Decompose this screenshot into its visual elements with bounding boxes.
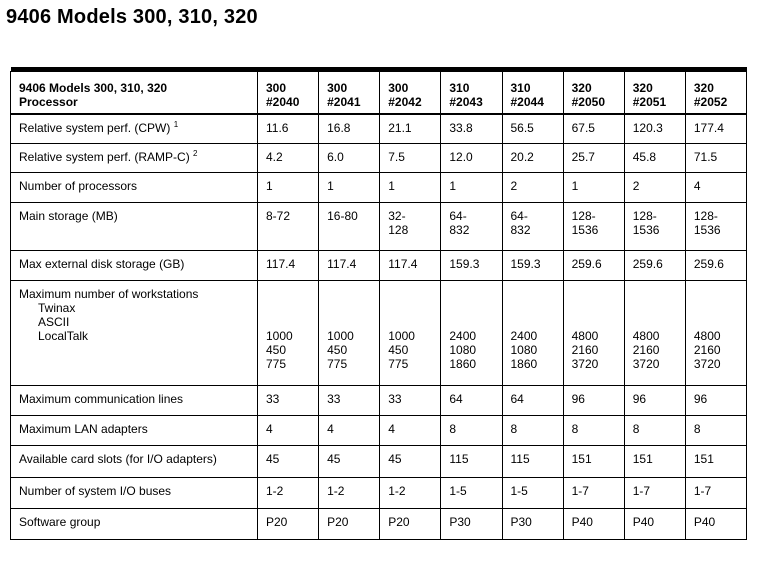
column-header: 310 #2043 — [441, 72, 502, 115]
table-cell: P40 — [624, 508, 685, 539]
table-cell: 45.8 — [624, 143, 685, 172]
table-cell: 12.0 — [441, 143, 502, 172]
table-cell: 4 — [319, 415, 380, 445]
table-cell: 20.2 — [502, 143, 563, 172]
table-cell: 1-7 — [563, 477, 624, 508]
table-cell: P20 — [380, 508, 441, 539]
table-cell: 33 — [258, 385, 319, 415]
table-cell: 8 — [685, 415, 746, 445]
table-cell: 33 — [319, 385, 380, 415]
table-cell: 4800 2160 3720 — [624, 280, 685, 385]
table-cell: 159.3 — [502, 250, 563, 280]
table-row — [11, 280, 747, 385]
column-header: 300 #2040 — [258, 72, 319, 115]
table-row — [11, 114, 747, 143]
table-cell: 1-2 — [258, 477, 319, 508]
row-label: Available card slots (for I/O adapters) — [11, 445, 258, 477]
table-cell: 151 — [624, 445, 685, 477]
table-cell: 32- 128 — [380, 202, 441, 250]
table-cell: 259.6 — [685, 250, 746, 280]
table-cell: 259.6 — [563, 250, 624, 280]
row-sublabel: Twinax — [38, 300, 76, 315]
table-cell: 25.7 — [563, 143, 624, 172]
table-cell: 1-7 — [685, 477, 746, 508]
table-row — [11, 202, 747, 250]
row-label: Software group — [11, 508, 258, 539]
table-cell: 2400 1080 1860 — [502, 280, 563, 385]
table-row — [11, 477, 747, 508]
table-cell: 1-2 — [319, 477, 380, 508]
footnote-marker: 1 — [173, 120, 179, 129]
table-cell: 151 — [685, 445, 746, 477]
footnote-marker: 2 — [193, 148, 198, 158]
table-cell: 21.1 — [380, 114, 441, 143]
table-row — [11, 445, 747, 477]
table-cell: 8-72 — [258, 202, 319, 250]
row-label: Relative system perf. (RAMP-C) $^2$ — [11, 143, 258, 172]
table-cell: 117.4 — [380, 250, 441, 280]
table-cell: 64 — [441, 385, 502, 415]
table-cell: 115 — [502, 445, 563, 477]
table-body — [11, 114, 747, 539]
table-cell: 117.4 — [258, 250, 319, 280]
table-cell: P30 — [441, 508, 502, 539]
table-cell: 4 — [685, 172, 746, 202]
table-cell: 4.2 — [258, 143, 319, 172]
table-cell: 64- 832 — [502, 202, 563, 250]
table-cell: 11.6 — [258, 114, 319, 143]
table-cell: 8 — [563, 415, 624, 445]
table-cell: 115 — [441, 445, 502, 477]
row-label: Main storage (MB) — [11, 202, 258, 250]
table-cell: 120.3 — [624, 114, 685, 143]
column-header: 310 #2044 — [502, 72, 563, 115]
table-cell: 33.8 — [441, 114, 502, 143]
header-label-line1: 9406 Models 300, 310, 320 — [19, 81, 168, 95]
row-label: Number of processors — [11, 172, 258, 202]
table-cell: 1-5 — [502, 477, 563, 508]
row-label: Max external disk storage (GB) — [11, 250, 258, 280]
table-cell: 1000 450 775 — [319, 280, 380, 385]
table-cell: 151 — [563, 445, 624, 477]
table-cell: 4 — [258, 415, 319, 445]
column-header: 320 #2051 — [624, 72, 685, 115]
table-row — [11, 385, 747, 415]
table-cell: 64 — [502, 385, 563, 415]
table-row — [11, 250, 747, 280]
table-cell: 4800 2160 3720 — [685, 280, 746, 385]
row-sublabel: LocalTalk — [38, 328, 89, 343]
table-cell: 117.4 — [319, 250, 380, 280]
table-cell: 1 — [563, 172, 624, 202]
spec-table — [10, 67, 747, 540]
row-sublabel: ASCII — [38, 314, 70, 329]
table-cell: 1000 450 775 — [258, 280, 319, 385]
table-cell: 259.6 — [624, 250, 685, 280]
table-row — [11, 143, 747, 172]
table-cell: 1-7 — [624, 477, 685, 508]
header-label-line2: Processor — [19, 95, 78, 109]
table-row — [11, 172, 747, 202]
table-cell: 1 — [441, 172, 502, 202]
table-cell: 8 — [441, 415, 502, 445]
table-cell: 96 — [563, 385, 624, 415]
table-cell: 2400 1080 1860 — [441, 280, 502, 385]
table-cell: 45 — [258, 445, 319, 477]
header-row — [11, 72, 747, 115]
row-label: Maximum communication lines — [11, 385, 258, 415]
table-cell: 8 — [624, 415, 685, 445]
table-cell: 128- 1536 — [685, 202, 746, 250]
table-cell: 45 — [380, 445, 441, 477]
table-cell: 1-2 — [380, 477, 441, 508]
table-cell: 1 — [319, 172, 380, 202]
table-cell: 7.5 — [380, 143, 441, 172]
table-cell: P20 — [258, 508, 319, 539]
header-label — [11, 72, 258, 115]
table-cell: 16-80 — [319, 202, 380, 250]
column-header: 320 #2052 — [685, 72, 746, 115]
page-title: 9406 Models 300, 310, 320 — [6, 6, 258, 28]
table-cell: 159.3 — [441, 250, 502, 280]
table-row — [11, 415, 747, 445]
table-cell: 56.5 — [502, 114, 563, 143]
table-cell: 71.5 — [685, 143, 746, 172]
table-row — [11, 508, 747, 539]
column-header: 320 #2050 — [563, 72, 624, 115]
table-cell: P40 — [685, 508, 746, 539]
table-cell: 4 — [380, 415, 441, 445]
table-cell: 4800 2160 3720 — [563, 280, 624, 385]
table-cell: P30 — [502, 508, 563, 539]
table-cell: P20 — [319, 508, 380, 539]
table-cell: 177.4 — [685, 114, 746, 143]
table-cell: 128- 1536 — [563, 202, 624, 250]
table-cell: 96 — [685, 385, 746, 415]
row-label: Relative system perf. (CPW) $^1$ — [11, 114, 258, 143]
table-cell: 16.8 — [319, 114, 380, 143]
table-cell: 67.5 — [563, 114, 624, 143]
row-label: Number of system I/O buses — [11, 477, 258, 508]
row-label: Maximum number of workstations Twinax ASCII LocalTalk — [11, 280, 258, 385]
table-cell: 128- 1536 — [624, 202, 685, 250]
table-cell: 96 — [624, 385, 685, 415]
table-cell: 33 — [380, 385, 441, 415]
table-cell: 1000 450 775 — [380, 280, 441, 385]
table-cell: 2 — [502, 172, 563, 202]
table-cell: 64- 832 — [441, 202, 502, 250]
table-cell: 1 — [380, 172, 441, 202]
column-header: 300 #2042 — [380, 72, 441, 115]
table-cell: 45 — [319, 445, 380, 477]
row-label: Maximum LAN adapters — [11, 415, 258, 445]
table-cell: 1 — [258, 172, 319, 202]
table-cell: 1-5 — [441, 477, 502, 508]
table-cell: P40 — [563, 508, 624, 539]
table-cell: 6.0 — [319, 143, 380, 172]
column-header: 300 #2041 — [319, 72, 380, 115]
table-cell: 8 — [502, 415, 563, 445]
table-cell: 2 — [624, 172, 685, 202]
